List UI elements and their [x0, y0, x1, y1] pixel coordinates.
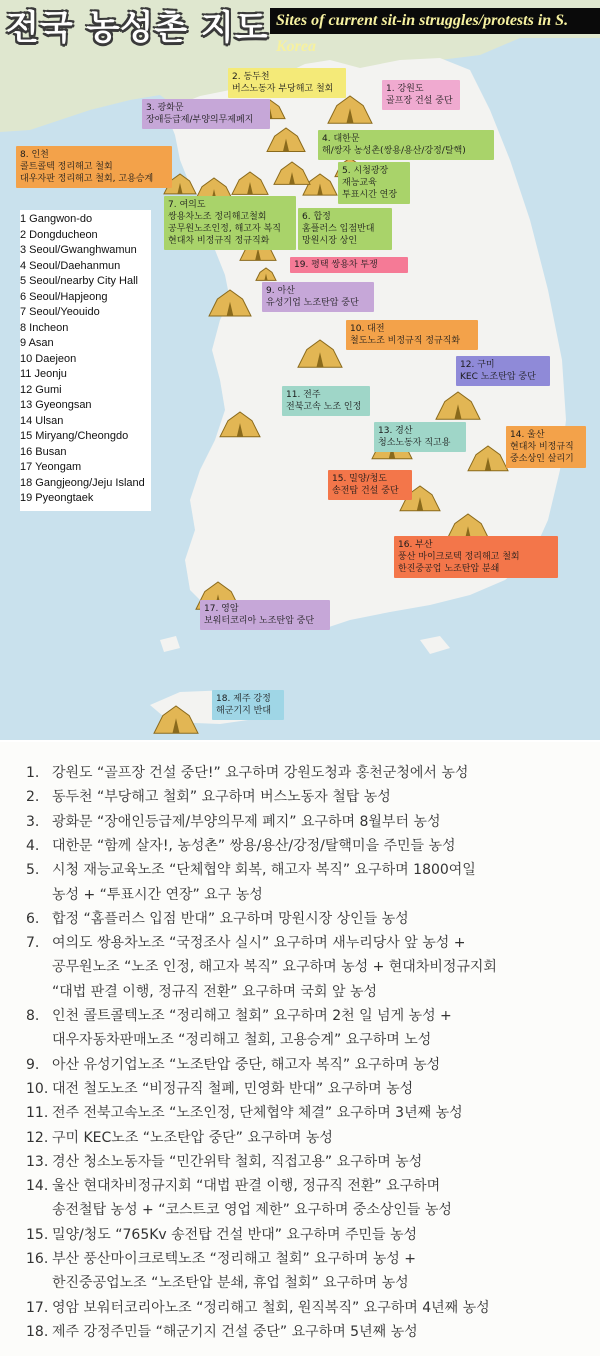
label-line: 6. 합정	[302, 212, 331, 222]
list-item-text: 합정 “홈플러스 입점 반대” 요구하며 망원시장 상인들 농성	[52, 910, 409, 927]
list-item	[26, 1007, 452, 1026]
label-line: 투표시간 연장	[342, 190, 398, 200]
label-line: 11. 전주	[286, 390, 321, 400]
list-item-number: 18.	[26, 1323, 49, 1340]
list-item	[26, 764, 468, 783]
label-7-yeouido	[164, 196, 296, 250]
tent-icon	[274, 162, 310, 184]
legend-item: 17 Yeongam	[20, 461, 82, 473]
list-item	[26, 910, 409, 929]
tent-icon	[298, 340, 342, 367]
list-item-number: 16.	[26, 1251, 49, 1267]
list-item-number: 1.	[26, 765, 40, 781]
list-item	[26, 1153, 422, 1172]
label-line: 16. 부산	[398, 540, 433, 550]
tent-icon	[220, 412, 260, 437]
label-line: 중소상인 살리기	[510, 454, 574, 464]
label-line: KEC 노조탄압 중단	[460, 372, 536, 382]
label-line: 재능교육	[342, 178, 377, 188]
list-item-number: 15.	[26, 1226, 49, 1243]
list-item	[26, 983, 377, 1002]
list-item	[26, 886, 263, 905]
legend-item: 9 Asan	[20, 337, 54, 349]
label-18-jeju	[212, 690, 284, 720]
list-item-text: 부산 풍산마이크로텍노조 “정리해고 철회” 요구하며 농성 +	[52, 1251, 416, 1267]
legend-item: 18 Gangjeong/Jeju Island	[20, 476, 145, 489]
label-line: 2. 동두천	[232, 72, 270, 82]
list-item-number: 11.	[26, 1105, 49, 1122]
label-12-gumi	[456, 356, 550, 386]
label-1-gangwon	[382, 80, 460, 110]
legend-item: 11 Jeonju	[20, 368, 67, 380]
tent-icon	[436, 392, 480, 419]
list-item	[26, 1250, 416, 1269]
list-item-text: “대법 판결 이행, 정규직 전환” 요구하며 국회 앞 농성	[52, 983, 378, 1000]
list-item-number: 14.	[26, 1178, 49, 1195]
label-15-miryang	[328, 470, 412, 500]
label-6-hapjeong	[298, 208, 392, 250]
legend-item: 7 Seoul/Yeouido	[20, 306, 100, 318]
label-line: 3. 광화문	[146, 103, 184, 113]
list-item	[26, 861, 476, 880]
list-item	[26, 1323, 418, 1342]
label-line: 철도노조 비정규직 정규직화	[350, 336, 461, 346]
label-8-incheon	[16, 146, 172, 188]
label-5-cityhall	[338, 162, 410, 204]
list-item	[26, 788, 391, 807]
tent-icon	[154, 706, 198, 733]
label-line: 해군기지 반대	[216, 706, 272, 716]
list-item-text: 밀양/청도 “765Kv 송전탑 건설 반대” 요구하며 주민들 농성	[52, 1226, 418, 1243]
list-item-text: 송전철탑 농성 + “코스트코 영업 제한” 요구하며 중소상인들 농성	[52, 1202, 452, 1219]
list-item-text: 구미 KEC노조 “노조탄압 중단” 요구하며 농성	[52, 1129, 333, 1146]
label-2-dongducheon	[228, 68, 346, 98]
label-line: 풍산 마이크로텍 정리해고 철회	[398, 552, 520, 562]
label-14-ulsan	[506, 426, 586, 468]
list-item-number: 5.	[26, 862, 40, 879]
label-17-yeongam	[200, 600, 330, 630]
legend-item: 8 Incheon	[20, 321, 69, 334]
label-line: 콜트콜텍 정리해고 철회	[20, 162, 113, 172]
label-line: 장애등급제/부양의무제폐지	[146, 115, 254, 125]
list-item	[26, 1104, 463, 1123]
list-item-number: 13.	[26, 1153, 49, 1170]
list-item	[26, 1226, 417, 1245]
legend-item: 2 Dongducheon	[20, 228, 98, 241]
list-item-text: 대우자동차판매노조 “정리해고 철회, 고용승계” 요구하며 노성	[52, 1032, 432, 1049]
label-line: 18. 제주 강정	[216, 694, 271, 704]
label-line: 현대차 비정규직	[510, 442, 574, 452]
list-item	[26, 1299, 490, 1318]
legend-item: 14 Ulsan	[20, 414, 64, 427]
list-item-number: 2.	[26, 789, 40, 806]
protest-description-list	[0, 742, 600, 1356]
label-line: 13. 경산	[378, 426, 413, 436]
label-line: 홈플러스 입점반대	[302, 224, 375, 234]
list-item-text: 제주 강정주민들 “해군기지 건설 중단” 요구하며 5년째 농성	[52, 1323, 418, 1340]
list-item-number: 17.	[26, 1299, 49, 1316]
tent-icon	[328, 96, 372, 123]
legend-item: 5 Seoul/nearby City Hall	[20, 275, 139, 287]
label-11-jeonju	[282, 386, 370, 416]
legend-item: 1 Gangwon-do	[20, 213, 93, 225]
label-16-busan	[394, 536, 558, 578]
legend-item: 15 Miryang/Cheongdo	[20, 430, 129, 442]
label-line: 17. 영암	[204, 604, 239, 614]
label-line: 해/쌍자 농성촌(쌍용/용산/강정/탈핵)	[322, 146, 466, 156]
label-line: 19. 평택 쌍용차 투쟁	[294, 260, 378, 270]
map-title-english: Sites of current sit-in struggles/protests in S. Korea	[270, 8, 600, 34]
list-item-text: 아산 유성기업노조 “노조탄압 중단, 해고자 복직” 요구하며 농성	[52, 1056, 441, 1073]
list-item	[26, 1080, 413, 1099]
label-line: 12. 구미	[460, 360, 495, 370]
legend-item: 13 Gyeongsan	[20, 399, 92, 411]
list-item-number: 4.	[26, 837, 40, 854]
list-item	[26, 813, 440, 832]
label-line: 청소노동자 직고용	[378, 438, 451, 448]
list-item-number: 7.	[26, 935, 40, 952]
label-line: 9. 아산	[266, 286, 295, 296]
legend-item: 19 Pyeongtaek	[20, 492, 94, 504]
list-item-text: 공무원노조 “노조 인정, 해고자 복직” 요구하며 농성 + 현대차비정규지회	[52, 959, 497, 976]
label-10-daejeon	[346, 320, 478, 350]
list-item	[26, 1274, 409, 1293]
label-line: 송전탑 건설 중단	[332, 486, 399, 496]
list-item-text: 여의도 쌍용차노조 “국정조사 실시” 요구하며 새누리당사 앞 농성 +	[52, 935, 466, 952]
list-item	[26, 958, 497, 977]
list-item	[26, 837, 456, 856]
label-line: 7. 여의도	[168, 200, 206, 210]
label-line: 유성기업 노조탄압 중단	[266, 298, 359, 308]
map-title-korean: 전국 농성촌 지도	[6, 8, 269, 48]
legend-item: 10 Daejeon	[20, 352, 77, 365]
list-item-text: 동두천 “부당해고 철회” 요구하며 버스노동자 철탑 농성	[52, 789, 391, 806]
tent-icon	[209, 290, 251, 316]
label-19-pyeongtaek	[290, 257, 408, 273]
tent-icon	[256, 268, 276, 280]
list-item	[26, 1056, 440, 1075]
label-4-daehanmun	[318, 130, 494, 160]
list-item-text: 한진중공업노조 “노조탄압 분쇄, 휴업 철회” 요구하며 농성	[52, 1275, 409, 1292]
legend-item: 12 Gumi	[20, 383, 62, 396]
label-line: 대우자판 정리해고 철회, 고용승계	[20, 174, 154, 184]
label-line: 공무원노조인정, 해고자 복직	[168, 224, 281, 234]
list-item-number: 10.	[26, 1080, 49, 1097]
list-item	[26, 1177, 440, 1196]
label-3-gwanghwamun	[142, 99, 270, 129]
tent-icon	[232, 172, 268, 194]
label-line: 4. 대한문	[322, 134, 360, 144]
label-line: 보워터코리아 노조탄압 중단	[204, 616, 315, 626]
label-line: 1. 강원도	[386, 84, 424, 94]
label-line: 8. 인천	[20, 150, 49, 160]
label-line: 5. 시청광장	[342, 166, 389, 176]
list-item	[26, 934, 465, 953]
label-9-asan	[262, 282, 374, 312]
label-line: 망원시장 상인	[302, 236, 358, 246]
list-item-number: 8.	[26, 1008, 40, 1024]
list-item-text: 전주 전북고속노조 “노조인정, 단체협약 체결” 요구하며 3년째 농성	[52, 1105, 463, 1122]
list-item-text: 대한문 “함께 살자!, 농성촌” 쌍용/용산/강정/탈핵미을 주민들 농성	[52, 837, 456, 854]
list-item-number: 9.	[26, 1056, 40, 1073]
list-item-text: 대전 철도노조 “비정규직 철폐, 민영화 반대” 요구하며 농성	[52, 1080, 414, 1097]
label-line: 골프장 건설 중단	[386, 96, 453, 106]
label-line: 10. 대전	[350, 324, 385, 334]
list-item-text: 울산 현대차비정규지회 “대법 판결 이행, 정규직 전환” 요구하며	[52, 1178, 441, 1195]
list-item-number: 12.	[26, 1129, 49, 1146]
list-item-number: 6.	[26, 910, 40, 927]
label-line: 전북고속 노조 인정	[286, 402, 362, 412]
list-item	[26, 1129, 333, 1148]
label-line: 현대차 비정규직 정규직화	[168, 236, 270, 246]
legend-item: 4 Seoul/Daehanmun	[20, 259, 121, 272]
label-line: 한진중공업 노조탄압 분쇄	[398, 564, 500, 574]
list-item	[26, 1031, 431, 1050]
list-item	[26, 1201, 452, 1220]
tent-icon	[267, 128, 305, 152]
list-item-text: 강원도 “골프장 건설 중단!” 요구하며 강원도청과 홍천군청에서 농성	[52, 765, 469, 781]
label-line: 14. 울산	[510, 430, 545, 440]
english-legend	[20, 210, 151, 511]
legend-item: 3 Seoul/Gwanghwamun	[20, 244, 137, 256]
label-line: 쌍용차노조 정리해고철회	[168, 212, 267, 222]
label-13-gyeongsan	[374, 422, 466, 452]
label-line: 15. 밀양/청도	[332, 474, 387, 484]
list-item-text: 인천 콜트콜텍노조 “정리해고 철회” 요구하며 2천 일 넘게 농성 +	[52, 1008, 452, 1024]
list-item-text: 광화문 “장애인등급제/부양의무제 폐지” 요구하며 8월부터 농성	[52, 813, 441, 830]
label-line: 버스노동자 부당해고 철회	[232, 84, 334, 94]
list-item-text: 영암 보워터코리아노조 “정리해고 철회, 원직복직” 요구하며 4년째 농성	[52, 1299, 490, 1316]
list-item-text: 농성 + “투표시간 연장” 요구 농성	[52, 886, 263, 903]
list-item-text: 경산 청소노동자들 “민간위탁 철회, 직접고용” 요구하며 농성	[52, 1153, 423, 1170]
legend-item: 6 Seoul/Hapjeong	[20, 290, 108, 303]
tent-icon	[468, 446, 508, 471]
list-item-number: 3.	[26, 813, 40, 830]
legend-item: 16 Busan	[20, 445, 67, 458]
list-item-text: 시청 재능교육노조 “단체협약 회복, 해고자 복직” 요구하며 1800여일	[52, 862, 476, 879]
